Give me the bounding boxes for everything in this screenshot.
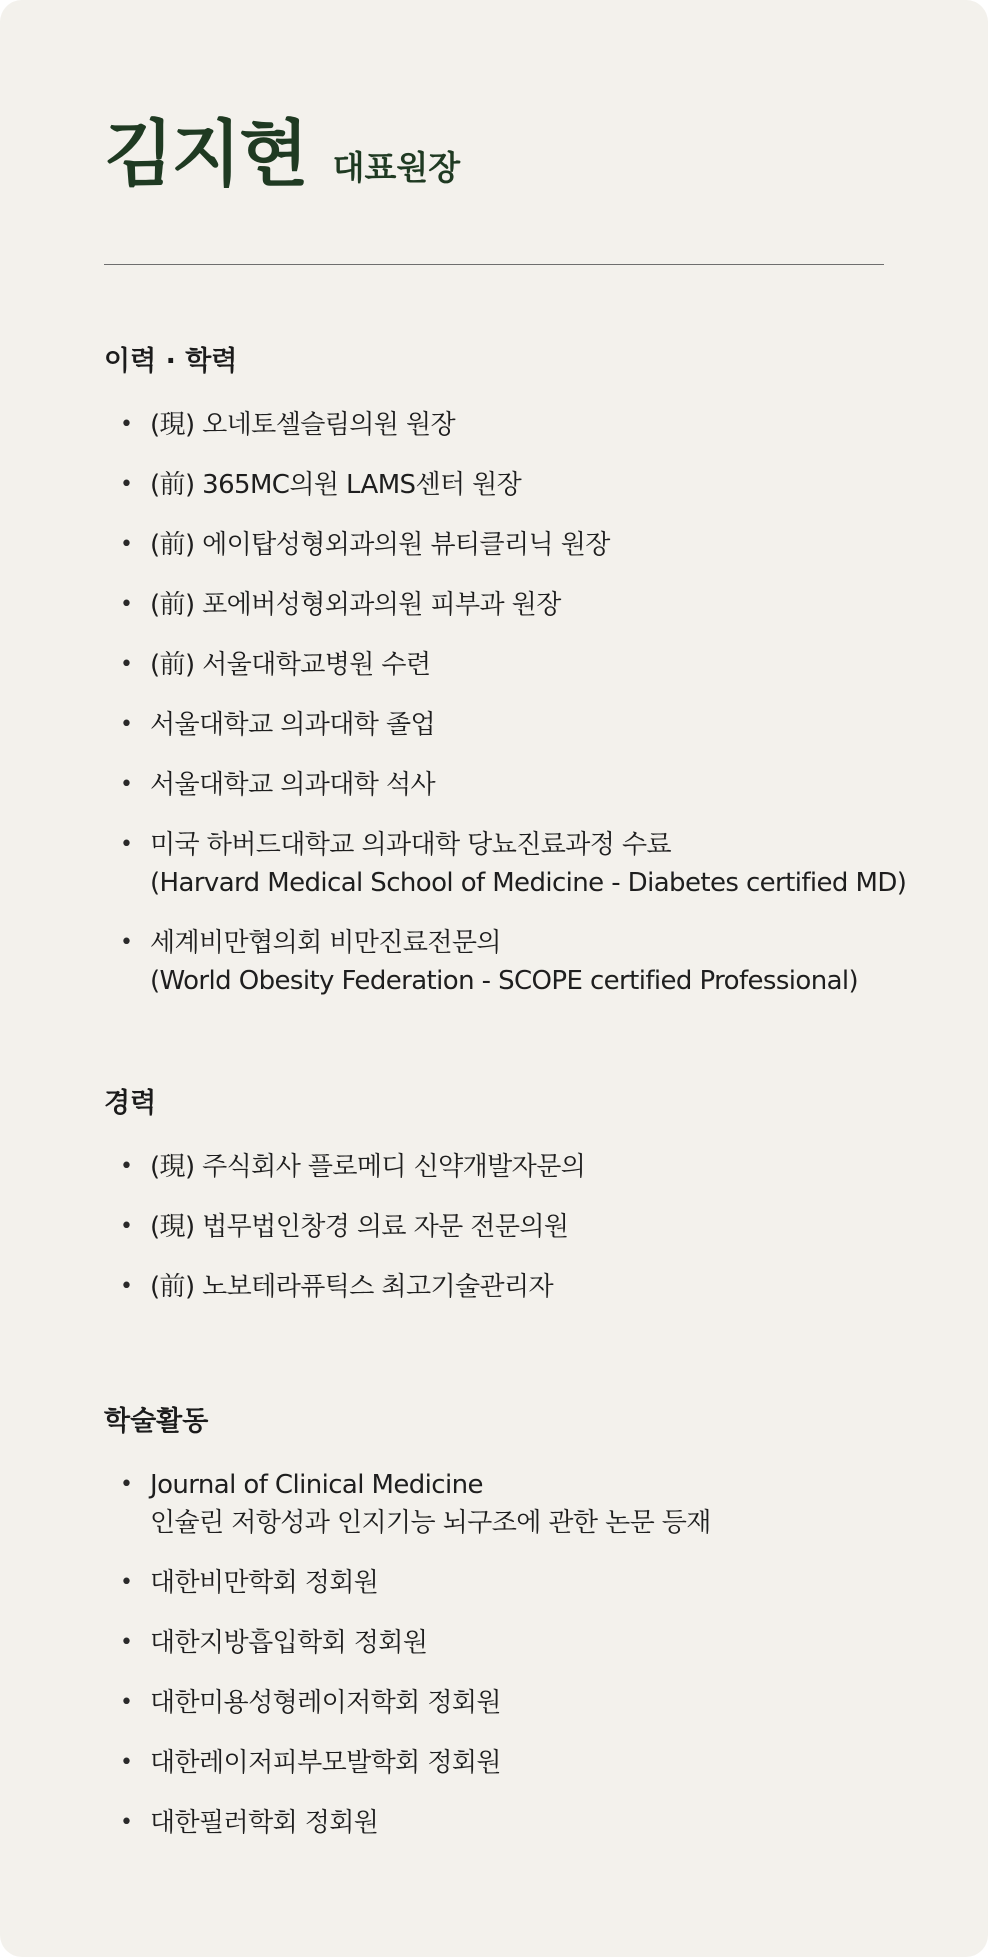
career-education-list [104,406,907,1000]
list-item [104,924,904,1000]
section-heading: 학술활동 [104,1406,209,1437]
list-item [104,586,904,624]
list-item-subtext: (Harvard Medical School of Medicine - Diabetes certified MD) [150,868,907,898]
list-item [104,406,904,444]
list-item [104,766,904,804]
list-item [104,1268,904,1306]
doctor-position: 대표원장 [332,148,461,187]
bullet-icon: • [120,1630,133,1655]
list-item-subtext: 인슐린 저항성과 인지기능 뇌구조에 관한 논문 등재 [150,1508,711,1538]
list-item-text: 대한비만학회 정회원 [150,1568,379,1598]
bullet-icon: • [120,772,133,797]
list-item [104,466,904,504]
list-item-text: (前) 노보테라퓨틱스 최고기술관리자 [150,1272,554,1302]
list-item-text: 대한필러학회 정회원 [150,1808,379,1838]
list-item [104,706,904,744]
list-item-text: (現) 법무법인창경 의료 자문 전문의원 [150,1212,569,1242]
list-item-text: (現) 오네토셀슬림의원 원장 [150,410,455,440]
bullet-icon: • [120,1472,133,1497]
list-item-text: (現) 주식회사 플로메디 신약개발자문의 [150,1152,586,1182]
list-item [104,1466,904,1542]
section-heading: 이력 · 학력 [104,346,238,377]
list-item-text: 대한미용성형레이저학회 정회원 [150,1688,501,1718]
bullet-icon: • [120,1810,133,1835]
list-item-text: (前) 365MC의원 LAMS센터 원장 [150,470,522,500]
bullet-icon: • [120,1570,133,1595]
list-item [104,1624,904,1662]
section-academic-activities [104,1405,904,1864]
list-item-text: (前) 포에버성형외과의원 피부과 원장 [150,590,561,620]
list-item [104,1564,904,1602]
list-item-text: 대한레이저피부모발학회 정회원 [150,1748,501,1778]
list-item [104,1208,904,1246]
list-item [104,826,907,902]
bullet-icon: • [120,652,133,677]
bullet-icon: • [120,1690,133,1715]
list-item-text: 서울대학교 의과대학 석사 [150,770,436,800]
bullet-icon: • [120,472,133,497]
section-heading: 경력 [104,1088,157,1119]
bullet-icon: • [120,592,133,617]
list-item [104,646,904,684]
section-career-education [104,345,907,1022]
list-item [104,1684,904,1722]
list-item [104,1148,904,1186]
bullet-icon: • [120,412,133,437]
bullet-icon: • [120,1750,133,1775]
bullet-icon: • [120,1154,133,1179]
header-divider [104,264,884,265]
list-item-text: 세계비만협의회 비만진료전문의 [150,928,501,958]
list-item [104,526,904,564]
list-item-text: (前) 서울대학교병원 수련 [150,650,431,680]
list-item-subtext: (World Obesity Federation - SCOPE certified Professional) [150,966,859,996]
list-item [104,1804,904,1842]
list-item-text: (前) 에이탑성형외과의원 뷰티클리닉 원장 [150,530,610,560]
bullet-icon: • [120,930,133,955]
doctor-name: 김지현 [104,112,307,196]
list-item-text: Journal of Clinical Medicine [150,1470,483,1500]
profile-header [104,112,461,196]
bullet-icon: • [120,1274,133,1299]
experience-list [104,1148,904,1306]
bullet-icon: • [120,832,133,857]
list-item-text: 미국 하버드대학교 의과대학 당뇨진료과정 수료 [150,830,671,860]
bullet-icon: • [120,532,133,557]
bullet-icon: • [120,1214,133,1239]
section-experience [104,1087,904,1328]
list-item-text: 대한지방흡입학회 정회원 [150,1628,428,1658]
bullet-icon: • [120,712,133,737]
academic-list [104,1466,904,1842]
list-item [104,1744,904,1782]
list-item-text: 서울대학교 의과대학 졸업 [150,710,436,740]
